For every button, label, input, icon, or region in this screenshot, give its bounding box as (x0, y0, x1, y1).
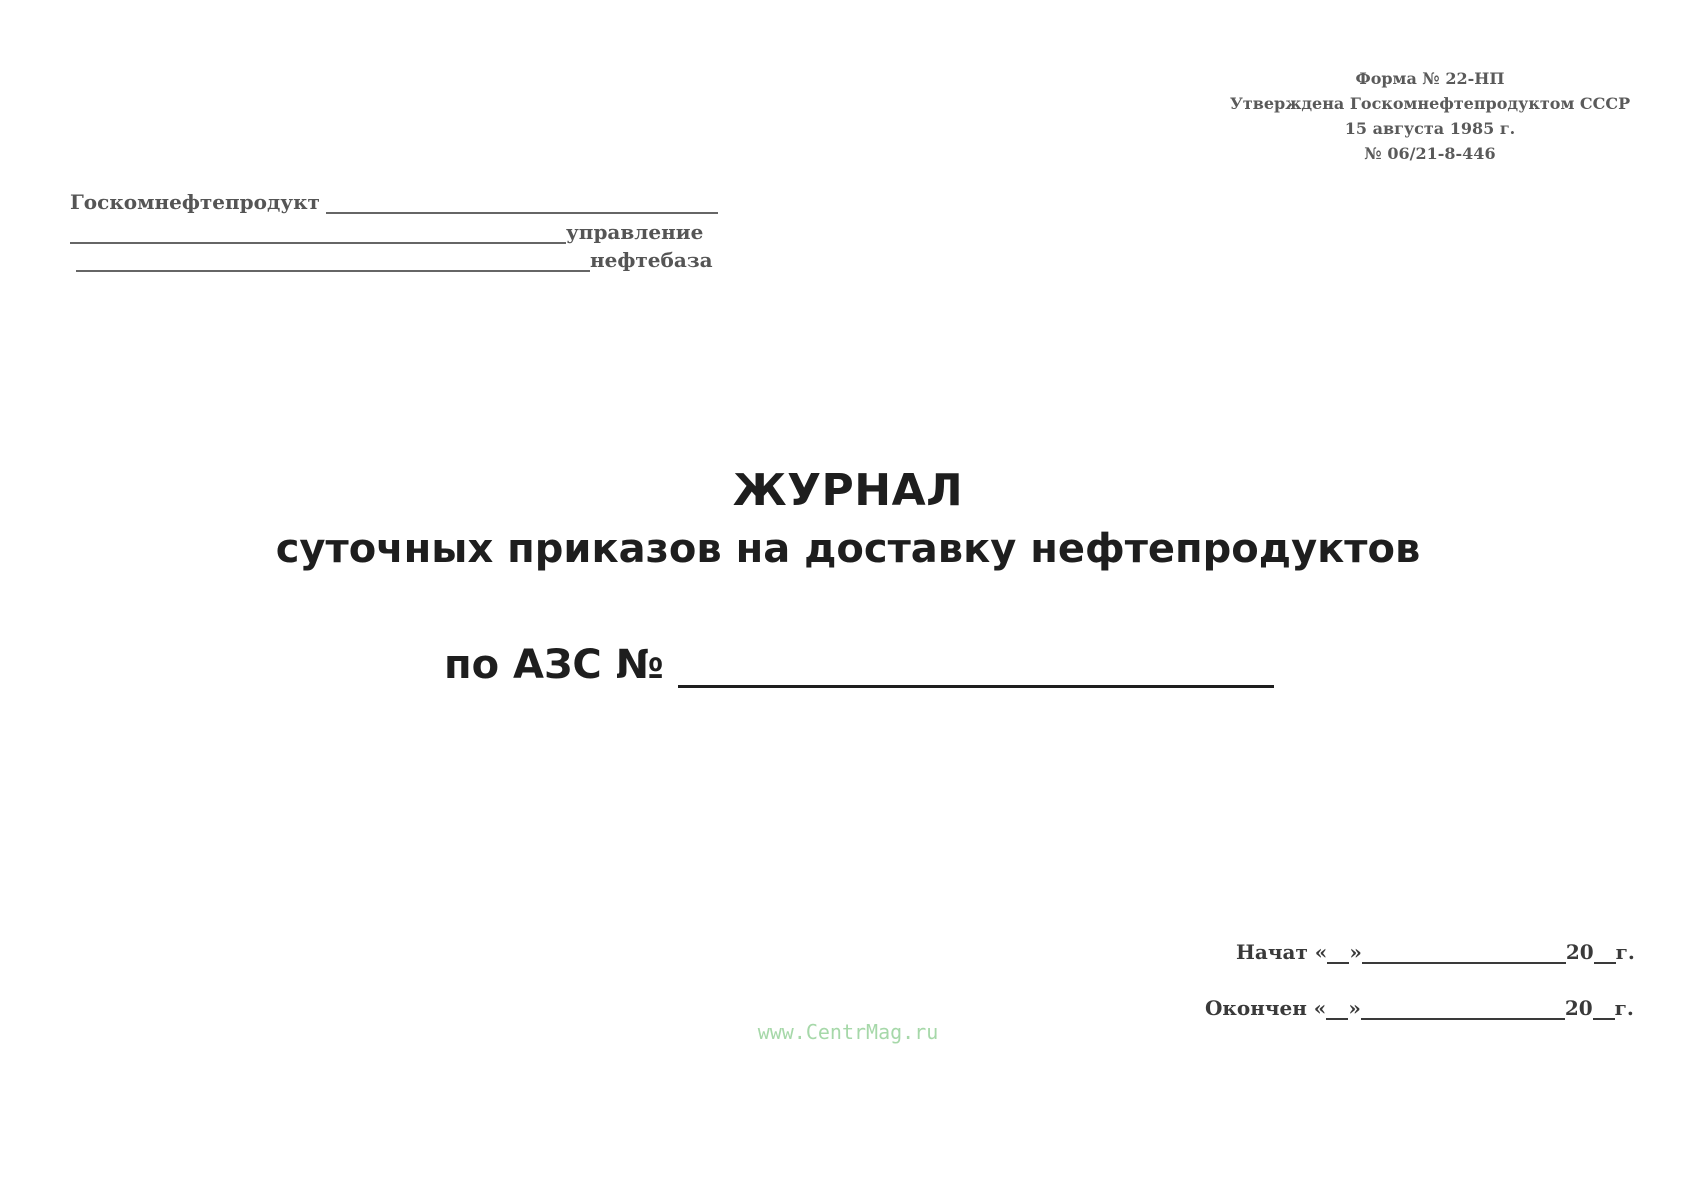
goskom-row (70, 188, 718, 214)
end-year-blank (1593, 998, 1615, 1020)
start-year-suffix: г. (1615, 940, 1635, 964)
form-approved-by: Утверждена Госкомнефтепродуктом СССР (1229, 94, 1631, 113)
azs-number-row (444, 642, 1274, 688)
form-stamp (1210, 66, 1650, 166)
start-year-blank (1594, 942, 1616, 964)
upravlenie-label: управление (566, 220, 704, 244)
end-year-suffix: г. (1614, 996, 1634, 1020)
end-date-label: Окончен « (1205, 996, 1327, 1020)
document-title: ЖУРНАЛ (732, 465, 964, 516)
start-year-prefix: 20 (1565, 940, 1594, 964)
neftebaza-blank-line (76, 250, 590, 272)
start-month-blank (1362, 942, 1566, 964)
form-approval-date: 15 августа 1985 г. (1344, 119, 1516, 138)
start-date-row (1236, 940, 1635, 964)
upravlenie-blank-line (70, 222, 566, 244)
neftebaza-row (76, 246, 713, 272)
end-day-blank (1326, 998, 1348, 1020)
azs-label: по АЗС № (444, 642, 664, 688)
end-date-row (1205, 996, 1634, 1020)
azs-number-blank-line (678, 645, 1274, 688)
neftebaza-label: нефтебаза (590, 248, 713, 272)
end-quote-close: » (1348, 996, 1361, 1020)
form-approval-number: № 06/21-8-446 (1364, 144, 1496, 163)
start-quote-close: » (1349, 940, 1362, 964)
start-date-label: Начат « (1236, 940, 1328, 964)
document-subtitle: суточных приказов на доставку нефтепродуктов (275, 526, 1421, 572)
start-day-blank (1327, 942, 1349, 964)
end-month-blank (1361, 998, 1565, 1020)
end-year-prefix: 20 (1564, 996, 1593, 1020)
goskom-label: Госкомнефтепродукт (70, 190, 320, 214)
form-number: Форма № 22-НП (1355, 69, 1505, 88)
watermark: www.CentrMag.ru (757, 1020, 939, 1044)
upravlenie-row (70, 218, 703, 244)
goskom-blank-line (326, 192, 718, 214)
